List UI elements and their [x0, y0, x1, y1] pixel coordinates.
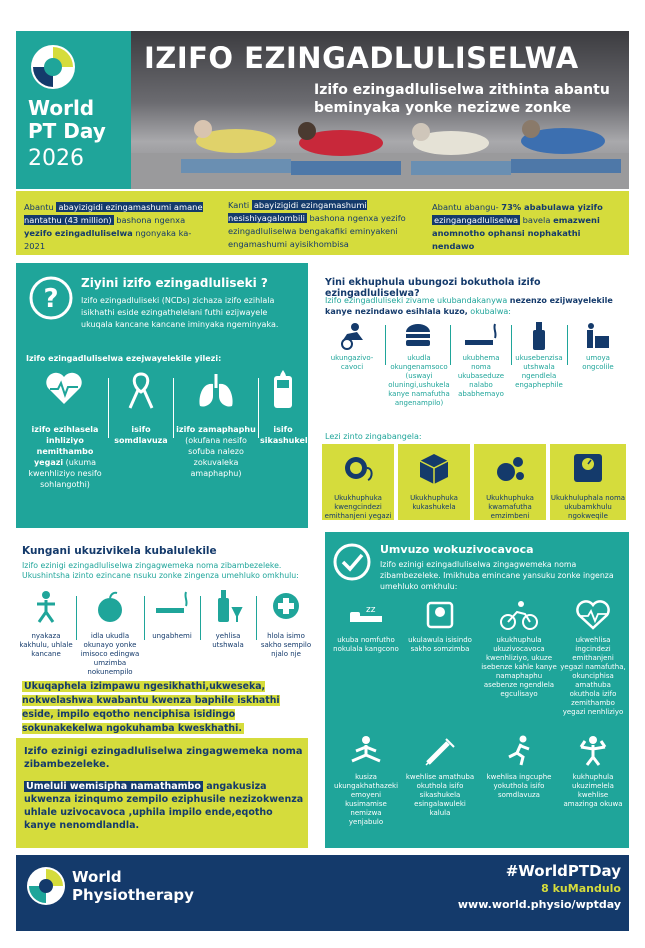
- physio-body: Umeluli wemisipha namathambo angakusiza ukwenza izinqumo zempilo eziphusile nezizokwenza uhlale uzivocavoca ,uphila impilo ende,eqotho kanye nenomdlandla.: [24, 781, 304, 831]
- footer-org-1: World: [72, 868, 122, 886]
- benefit-independence: kukhuphula ukuzimelela kwehlise amazinga okuwa: [560, 735, 626, 809]
- prevent-eat: idla ukudla okunayo yonke imisoco edingwa umzimba nokunempilo: [78, 590, 142, 677]
- brand-pt-day: PT Day: [28, 119, 106, 143]
- svg-text:?: ?: [43, 284, 59, 314]
- risk-factor-alcohol: ukusebenzisa utshwala ngendlela engaphephile: [513, 322, 565, 390]
- cigarette-icon: [461, 322, 501, 350]
- running-person-icon: [501, 735, 537, 767]
- benefit-cancer: kwehlisa ingcuphe yokuthola isifo somdlavuza: [481, 735, 557, 800]
- common-diseases-label: Izifo ezingadluliselwa ezejwayelekile yilezi:: [26, 354, 222, 363]
- apple-icon: [95, 590, 125, 624]
- benefit-weight: ukulawula isisindo sakho somzimba: [405, 600, 475, 654]
- early-detection-text: Ukuqaphela izimpawu ngesikhathi,ukweseka, nokwelashwa kwabantu kwenza baphile iskhathi eside, impilo eqotho nenciphisa isidingo sokunakekelwa ngokuhamba kweskhathi.: [22, 681, 280, 734]
- lungs-icon: [195, 370, 237, 410]
- bottle-glass-icon: [213, 590, 243, 624]
- medical-cross-icon: [271, 590, 301, 624]
- flexing-person-icon: [575, 735, 611, 767]
- benefits-body: Izifo ezinigi ezingadluliselwa zingagwemeka noma zibambezeleke. Imikhuba emincane yansuku zonke ingenza umehluko omkhulu:: [380, 560, 614, 591]
- fat-drops-icon: [492, 450, 528, 486]
- disease-heart: izifo ezihlasela inhliziyo nemithambo yegazi (ukuma kwenhliziyo nesifo sohlangothi): [24, 370, 106, 520]
- lead-blood-sugar: Ukukhuphuka kukashukela: [398, 444, 470, 520]
- benefit-diabetes: kwehlise amathuba okuthola isifo sikashukela esingalawuleki kalula: [405, 735, 475, 818]
- what-title: Ziyini izifo ezingadluliseki ?: [81, 276, 268, 290]
- meditation-icon: [348, 735, 384, 767]
- question-icon: [28, 275, 74, 321]
- risk-factor-diet: ukudla okungenamsoco (uswayi oluningi,ushukela kanye namafutha angenampilo): [388, 322, 450, 408]
- page-title: IZIFO EZINGADLULISELWA: [144, 41, 579, 75]
- ribbon-icon: [126, 370, 156, 410]
- benefits-title: Umvuzo wokuzivocavoca: [380, 543, 534, 556]
- prevent-move: nyakaza kakhulu, uhlale kancane: [18, 590, 74, 659]
- benefit-cardio: ukukhuphula ukuzivocavoca kwenhliziyo, ukuze isebenze kahle kanye namaphaphu asebenze ngendlela egculisayo: [481, 600, 557, 699]
- risk-factor-pollution: umoya ongcolile: [570, 322, 626, 372]
- syringe-icon: [422, 735, 458, 767]
- benefit-mood: kusiza ukungakhathazeki emoyeni kusimamise nemizwa yenjabulo: [333, 735, 399, 827]
- benefit-sleep: zz ukuba nomfutho nokulala kangcono: [333, 600, 399, 654]
- footer-url[interactable]: www.world.physio/wptday: [457, 898, 621, 911]
- brand-world: World: [28, 96, 95, 120]
- heart-pulse-icon: [575, 600, 611, 630]
- page-subtitle-1: Izifo ezingadluliselwa zithinta abantu: [314, 82, 610, 98]
- heart-pulse-icon: [44, 370, 84, 406]
- blood-pressure-icon: [340, 450, 376, 486]
- risk-factor-smoking: ukubhema noma ukubaseduze nalabo ababhemayo: [452, 322, 510, 399]
- stat-2: Kanti abayizigidi ezingamashumi nesishiyagalombili bashona ngenxa yezifo ezingadluliselwa bengakafiki eminyakeni engamashumi ayisikhombisa: [228, 200, 406, 249]
- footer-hashtag[interactable]: #WorldPTDay: [505, 862, 621, 880]
- scale-icon: [425, 600, 455, 630]
- footer-org-2: Physiotherapy: [72, 886, 194, 904]
- bottle-icon: [528, 322, 550, 350]
- world-pt-day-logo: [30, 44, 76, 90]
- sleep-bed-icon: [346, 600, 386, 630]
- glucose-meter-icon: [271, 370, 295, 410]
- risk-body: Izifo ezingadluliseki zivame ukubandakanywa nezenzo ezijwayelekile kanye nezindawo esihlala kuzo, okubalwa:: [325, 296, 613, 316]
- physio-line1: Izifo ezinigi ezingadluliselwa zingagwemeka noma zibambezeleke.: [24, 746, 303, 770]
- leads-label: Lezi zinto zingabangela:: [325, 432, 422, 441]
- lead-body-fat: Ukukhuphuka kwamafutha emzimbeni: [474, 444, 546, 520]
- lead-obesity: Ukukhuluphala noma ukubamkhulu ngokweqile: [550, 444, 626, 520]
- disease-diabetes: isifo sikashukela: [260, 370, 306, 446]
- cigarette-icon: [152, 590, 192, 624]
- brand-year: 2026: [28, 146, 84, 171]
- benefit-blood-pressure: ukwehlisa ingcindezi emithanjeni yegazi namafutha, okunciphisa amathuba okuthola izifo zemithambo yegazi nenhliziyo: [560, 600, 626, 717]
- stat-1: Abantu abayizigidi ezingamashumi amane nantathu (43 million) bashona ngenxa yezifo ezingadluliselwa ngonyaka ka-2021: [24, 202, 203, 251]
- factory-icon: [583, 322, 613, 350]
- prevent-body: Izifo ezinigi ezingadluliselwa zingagwemeka noma zibambezeleke. Ukushintsha izinto ezincane nsuku zonke zingenza umehluko omkhulu:: [22, 561, 299, 580]
- scale-icon: [570, 450, 606, 486]
- disease-lungs: izifo zamaphaphu (okufana nesifo sofuba nalezo zokuvaleka amaphaphu): [175, 370, 257, 479]
- prevent-title: Kungani ukuzivikela kubalulekile: [22, 545, 217, 557]
- what-body: Izifo ezingadluliseki (NCDs) zichaza izifo ezihlala isikhathi eside ezingathelelani futhi ezijwayele ukuqala kancane kancane iminyaka ngeminyaka.: [81, 296, 279, 329]
- prevent-alcohol: yehlisa utshwala: [202, 590, 254, 650]
- stretching-person-icon: [31, 590, 61, 624]
- lead-blood-pressure: Ukukhuphuka kwengcindezi emithanjeni yegazi: [322, 444, 394, 520]
- cyclist-icon: [499, 600, 539, 630]
- risk-title: Yini ekhuphula ubungozi bokuthola izifo ezingadluliselwa?: [325, 277, 541, 299]
- fast-food-icon: [402, 322, 436, 350]
- sugar-cube-icon: [416, 450, 452, 486]
- check-circle-icon: [332, 542, 372, 582]
- risk-factor-inactivity: ukungazivo-cavoci: [320, 322, 384, 372]
- disease-cancer: isifo somdlavuza: [110, 370, 172, 446]
- sitting-person-icon: [337, 322, 367, 350]
- svg-text:zz: zz: [366, 605, 376, 615]
- page-subtitle-2: beminyaka yonke nezizwe zonke: [314, 100, 572, 116]
- footer-date: 8 kuMandulo: [541, 882, 621, 895]
- prevent-checkup: hlola isimo sakho sempilo njalo nje: [258, 590, 314, 659]
- stat-3: Abantu abangu- 73% ababulawa yizifo ezingangadluliselwa bavela emazweni anomnotho ophansi nophakathi nendawo: [432, 202, 603, 251]
- world-physiotherapy-logo: [26, 866, 66, 906]
- prevent-no-smoking: ungabhemi: [146, 590, 198, 641]
